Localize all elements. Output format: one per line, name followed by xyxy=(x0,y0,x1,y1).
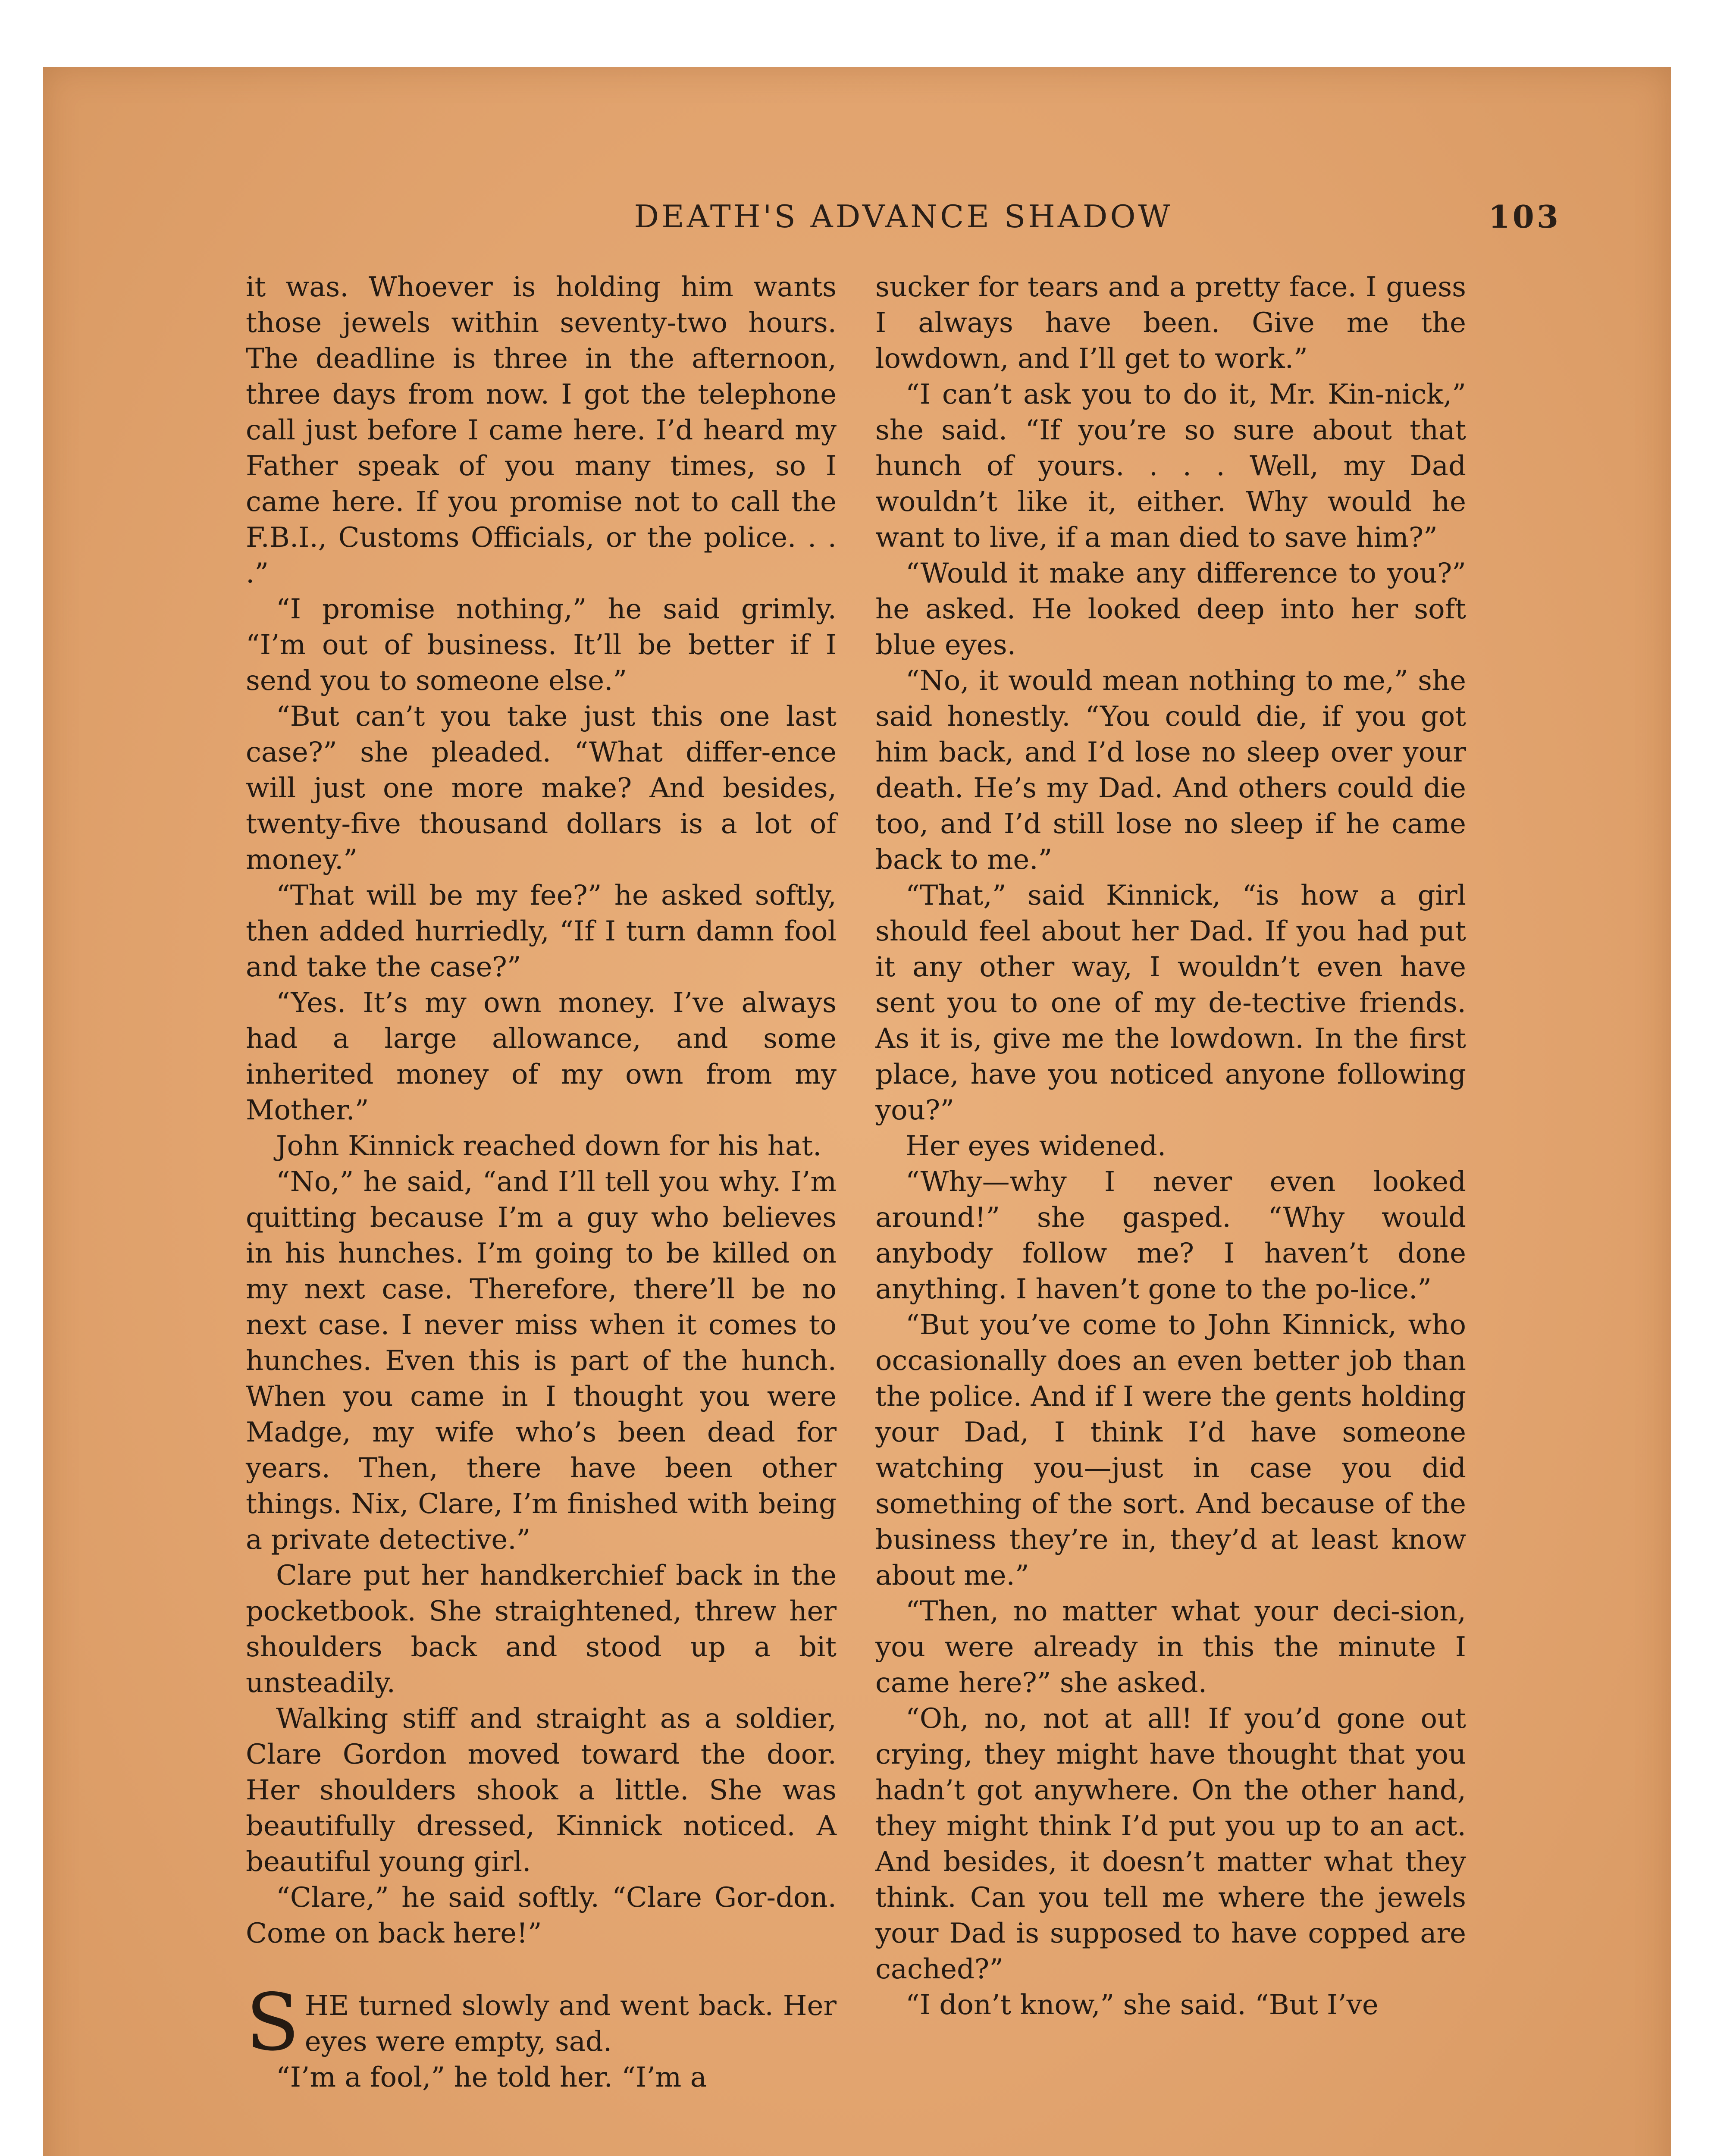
page-header xyxy=(246,198,1561,246)
running-title: DEATH'S ADVANCE SHADOW xyxy=(634,198,1173,235)
paragraph: “I’m a fool,” he told her. “I’m a xyxy=(276,2062,707,2093)
paragraph: Her eyes widened. xyxy=(906,1130,1166,1162)
page-number: 103 xyxy=(1488,198,1561,235)
left-text-column xyxy=(246,270,837,2096)
paragraph: “But can’t you take just this one last case?” she pleaded. “What differ-ence will just one more make? And besides, twenty-five thousand dollars is a lot of money.” xyxy=(246,701,837,876)
paragraph: “That will be my fee?” he asked softly, then added hurriedly, “If I turn damn fool and take the case?” xyxy=(246,880,837,983)
paragraph: “Clare,” he said softly. “Clare Gor-don. Come on back here!” xyxy=(246,1882,837,1949)
paragraph: Clare put her handkerchief back in the pocketbook. She straightened, threw her shoulders back and stood up a bit unsteadily. xyxy=(246,1560,837,1699)
section-opening-paragraph xyxy=(246,1977,837,2068)
book-page xyxy=(43,67,1671,2156)
paragraph: “But you’ve come to John Kinnick, who occasionally does an even better job than the police. And if I were the gents holding your Dad, I think I’d have someone watching you—just in case you did something of the sort. And because of the business they’re in, they’d at least know about me.” xyxy=(875,1309,1466,1592)
paragraph: John Kinnick reached down for his hat. xyxy=(276,1130,822,1162)
paragraph: Walking stiff and straight as a soldier, Clare Gordon moved toward the door. Her shoulders shook a little. She was beautifully dressed, Kinnick noticed. A beautiful young girl. xyxy=(246,1703,837,1878)
paragraph: “I promise nothing,” he said grimly. “I’m out of business. It’ll be better if I send you to someone else.” xyxy=(246,593,837,697)
paragraph: it was. Whoever is holding him wants those jewels within seventy-two hours. The deadline is three in the afternoon, three days from now. I got the telephone call just before I came here. I’d heard my Father speak of you many times, so I came here. If you promise not to call the F.B.I., Customs Officials, or the police. . . .” xyxy=(246,271,837,589)
drop-cap: S xyxy=(246,1977,300,2068)
paragraph: “I can’t ask you to do it, Mr. Kin-nick,” she said. “If you’re so sure about that hunch of yours. . . . Well, my Dad wouldn’t like it, either. Why would he want to live, if a man died to save him?” xyxy=(875,379,1466,554)
paragraph: “Oh, no, not at all! If you’d gone out crying, they might have thought that you hadn’t got anywhere. On the other hand, they might think I’d put you up to an act. And besides, it doesn’t matter what they think. Can you tell me where the jewels your Dad is supposed to have copped are cached?” xyxy=(875,1703,1466,1985)
right-text-column xyxy=(875,270,1466,2023)
paragraph: “I don’t know,” she said. “But I’ve xyxy=(906,1989,1379,2021)
paragraph: “No,” he said, “and I’ll tell you why. I’m quitting because I’m a guy who believes in his hunches. I’m going to be killed on my next case. Therefore, there’ll be no next case. I never miss when it comes to hunches. Even this is part of the hunch. When you came in I thought you were Madge, my wife who’s been dead for years. Then, there have been other things. Nix, Clare, I’m finished with being a private detective.” xyxy=(246,1166,837,1556)
paragraph: “That,” said Kinnick, “is how a girl should feel about her Dad. If you had put it any other way, I wouldn’t even have sent you to one of my de-tective friends. As it is, give me the lowdown. In the first place, have you noticed anyone following you?” xyxy=(875,880,1466,1126)
paragraph: “Then, no matter what your deci-sion, you were already in this the minute I came here?” she asked. xyxy=(875,1595,1466,1699)
section-opening-text: HE turned slowly and went back. Her eyes were empty, sad. xyxy=(304,1990,837,2058)
paragraph: “Would it make any difference to you?” he asked. He looked deep into her soft blue eyes. xyxy=(875,558,1466,661)
paragraph: “No, it would mean nothing to me,” she said honestly. “You could die, if you got him back, and I’d lose no sleep over your death. He’s my Dad. And others could die too, and I’d still lose no sleep if he came back to me.” xyxy=(875,665,1466,876)
paragraph: sucker for tears and a pretty face. I guess I always have been. Give me the lowdown, and I’ll get to work.” xyxy=(875,271,1466,375)
paragraph: “Yes. It’s my own money. I’ve always had a large allowance, and some inherited money of my own from my Mother.” xyxy=(246,987,837,1126)
paragraph: “Why—why I never even looked around!” she gasped. “Why would anybody follow me? I haven’t done anything. I haven’t gone to the po-lice.” xyxy=(875,1166,1466,1305)
